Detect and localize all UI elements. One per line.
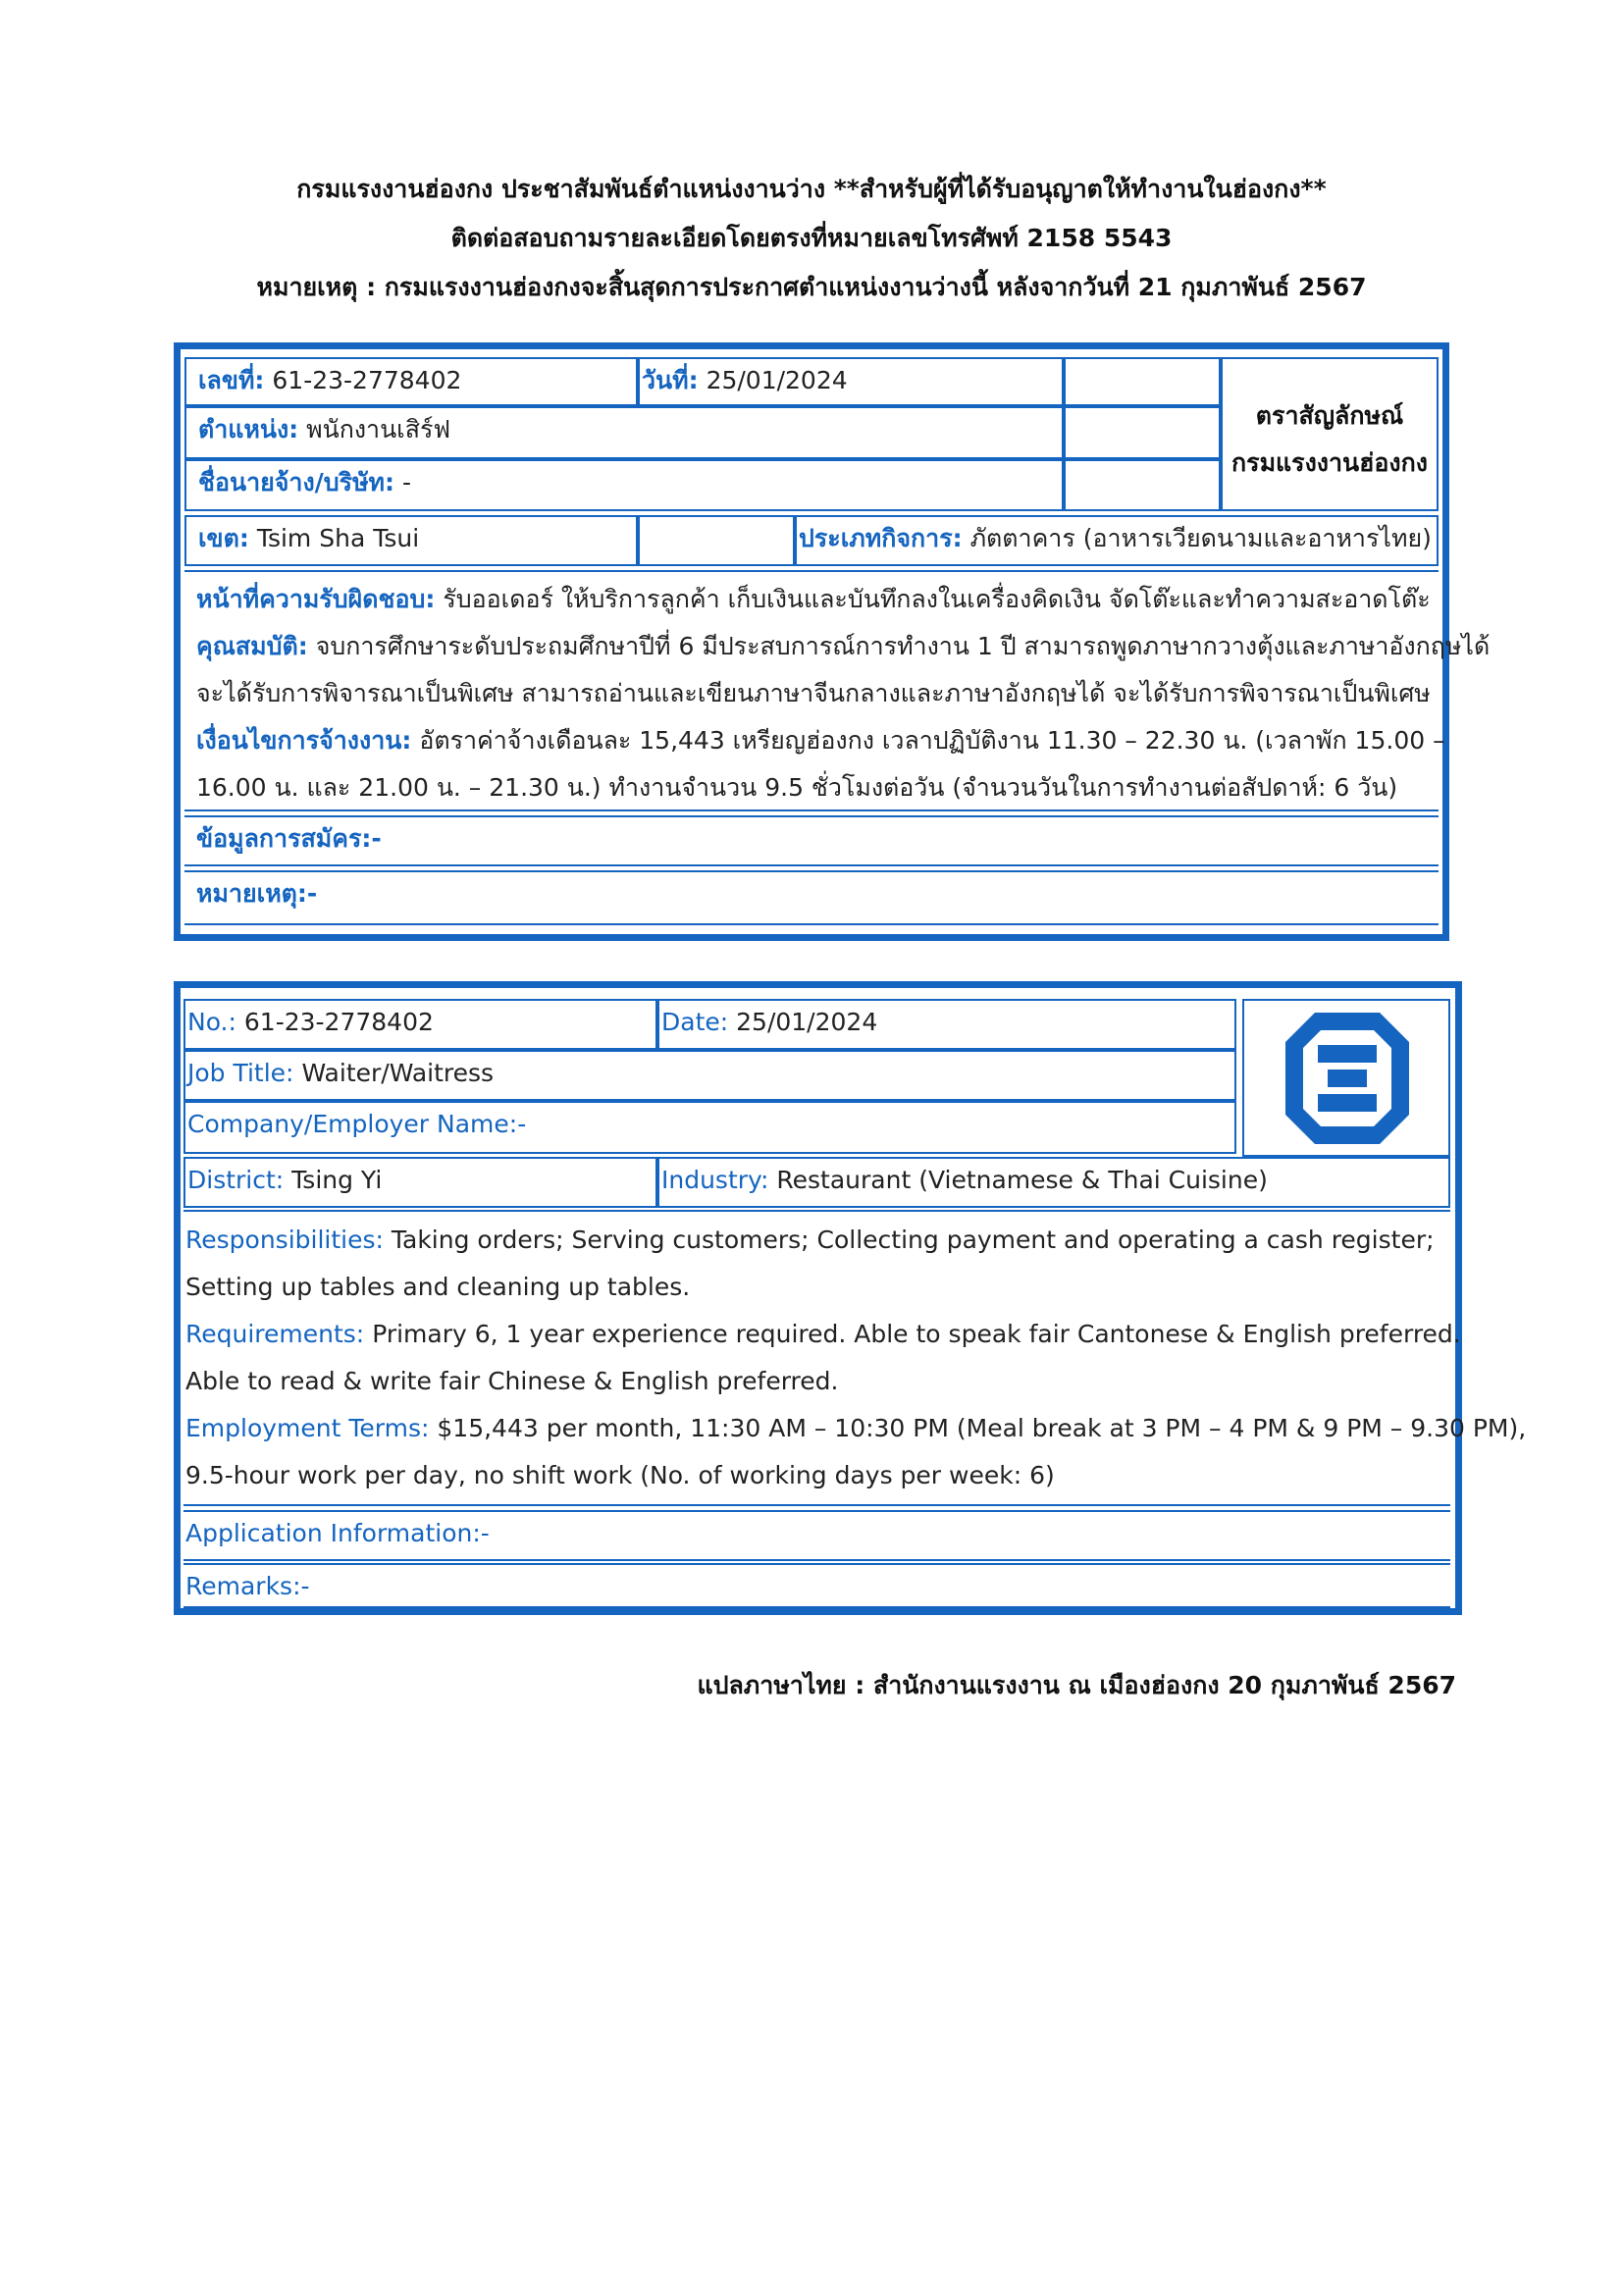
en-remarks-cell bbox=[183, 1563, 1450, 1608]
thai-industry-value: ภัตตาคาร (อาหารเวียดนามและอาหารไทย) bbox=[969, 524, 1432, 552]
labour-department-logo-icon bbox=[1244, 1001, 1450, 1155]
en-no-cell bbox=[183, 999, 657, 1050]
en-no-value: 61-23-2778402 bbox=[243, 1008, 434, 1036]
thai-district-cell bbox=[184, 515, 638, 566]
thai-no-value: 61-23-2778402 bbox=[272, 366, 462, 394]
en-resp-value-1: Taking orders; Serving customers; Collecting payment and operating a cash register; bbox=[391, 1226, 1435, 1254]
en-company-cell bbox=[183, 1101, 1236, 1154]
thai-blank-cell-4 bbox=[638, 515, 795, 566]
thai-details-block bbox=[184, 570, 1491, 811]
en-requirements-cont bbox=[185, 1358, 1444, 1405]
en-district-value: Tsing Yi bbox=[291, 1166, 383, 1194]
thai-req-value-2: จะได้รับการพิจารณาเป็นพิเศษ สามารถอ่านและเขียนภาษาจีนกลางและภาษาอังกฤษได้ จะได้รับการพิจารณาเป็นพิเศษ bbox=[196, 679, 1431, 707]
en-req-value-1: Primary 6, 1 year experience required. Able to speak fair Cantonese & English preferred. bbox=[372, 1320, 1461, 1348]
en-remarks-label: Remarks:- bbox=[185, 1572, 310, 1600]
en-resp-value-2: Setting up tables and cleaning up tables. bbox=[185, 1273, 691, 1301]
en-district-cell bbox=[183, 1157, 657, 1208]
thai-employer-cell bbox=[184, 459, 1064, 511]
thai-resp-value: รับออเดอร์ ให้บริการลูกค้า เก็บเงินและบันทึกลงในเครื่องคิดเงิน จัดโต๊ะและทำความสะอาดโต๊ะ bbox=[443, 585, 1431, 613]
thai-date-cell bbox=[638, 357, 1064, 406]
thai-remarks-cell bbox=[184, 870, 1439, 925]
thai-terms bbox=[196, 717, 1445, 764]
en-date-label: Date: bbox=[661, 1008, 729, 1036]
thai-seal-text bbox=[1221, 392, 1439, 487]
thai-terms-label: เงื่อนไขการจ้างงาน: bbox=[196, 726, 412, 755]
en-no-label: No.: bbox=[187, 1008, 236, 1036]
thai-district-value: Tsim Sha Tsui bbox=[256, 524, 420, 552]
thai-industry-cell bbox=[795, 515, 1439, 566]
thai-job-box bbox=[174, 342, 1491, 941]
thai-position-label: ตำแหน่ง: bbox=[198, 415, 299, 444]
thai-terms-value-1: อัตราค่าจ้างเดือนละ 15,443 เหรียญฮ่องกง เวลาปฏิบัติงาน 11.30 – 22.30 น. (เวลาพัก 15.00 – bbox=[419, 726, 1445, 755]
thai-application-cell bbox=[184, 815, 1439, 866]
thai-employer-label: ชื่อนายจ้าง/บริษัท: bbox=[198, 468, 395, 496]
en-title-label: Job Title: bbox=[187, 1059, 294, 1087]
en-terms-cont bbox=[185, 1452, 1444, 1499]
thai-terms-value-2: 16.00 น. และ 21.00 น. – 21.30 น.) ทำงานจำนวน 9.5 ชั่วโมงต่อวัน (จำนวนวันในการทำงานต่อสัปดาห์: 6 วัน) bbox=[196, 773, 1398, 802]
thai-blank-cell-2 bbox=[1064, 406, 1221, 459]
thai-employer-value: - bbox=[402, 468, 412, 496]
en-requirements bbox=[185, 1311, 1461, 1358]
en-date-value: 25/01/2024 bbox=[736, 1008, 878, 1036]
en-date-cell bbox=[657, 999, 1236, 1050]
en-title-value: Waiter/Waitress bbox=[301, 1059, 495, 1087]
thai-date-label: วันที่: bbox=[642, 366, 699, 394]
header-line-2: ติดต่อสอบถามรายละเอียดโดยตรงที่หมายเลขโทรศัพท์ 2158 5543 bbox=[450, 224, 1173, 252]
thai-position-cell bbox=[184, 406, 1064, 459]
en-terms-label: Employment Terms: bbox=[185, 1414, 430, 1442]
thai-terms-cont bbox=[196, 764, 1433, 811]
en-industry-value: Restaurant (Vietnamese & Thai Cuisine) bbox=[776, 1166, 1268, 1194]
en-terms-value-2: 9.5-hour work per day, no shift work (No. of working days per week: 6) bbox=[185, 1461, 1055, 1489]
en-req-label: Requirements: bbox=[185, 1320, 365, 1348]
thai-date-value: 25/01/2024 bbox=[706, 366, 848, 394]
en-req-value-2: Able to read & write fair Chinese & English preferred. bbox=[185, 1367, 839, 1395]
en-terms-value-1: $15,443 per month, 11:30 AM – 10:30 PM (Meal break at 3 PM – 4 PM & 9 PM – 9.30 PM), bbox=[437, 1414, 1527, 1442]
thai-responsibilities bbox=[196, 576, 1433, 623]
thai-apply-label: ข้อมูลการสมัคร:- bbox=[196, 824, 382, 853]
en-application-cell bbox=[183, 1510, 1450, 1561]
thai-req-value-1: จบการศึกษาระดับประถมศึกษาปีที่ 6 มีประสบการณ์การทำงาน 1 ปี สามารถพูดภาษากวางตุ้งและภาษาอังกฤษได้ bbox=[315, 632, 1491, 660]
thai-blank-cell-1 bbox=[1064, 357, 1221, 406]
thai-district-label: เขต: bbox=[198, 524, 249, 552]
thai-requirements bbox=[196, 623, 1491, 670]
en-company-label: Company/Employer Name:- bbox=[187, 1110, 527, 1138]
thai-seal-line-1: ตราสัญลักษณ์ bbox=[1255, 401, 1404, 430]
english-job-box bbox=[174, 981, 1527, 1615]
en-industry-cell bbox=[657, 1157, 1450, 1208]
en-details-block bbox=[183, 1210, 1527, 1506]
en-apply-label: Application Information:- bbox=[185, 1519, 490, 1547]
thai-remarks-label: หมายเหตุ:- bbox=[196, 879, 318, 908]
thai-seal-line-2: กรมแรงงานฮ่องกง bbox=[1231, 448, 1428, 477]
thai-no-cell bbox=[184, 357, 638, 406]
notice-header bbox=[0, 165, 1623, 312]
en-terms bbox=[185, 1405, 1527, 1452]
thai-no-label: เลขที่: bbox=[198, 366, 265, 394]
thai-position-value: พนักงานเสิร์ฟ bbox=[306, 415, 451, 444]
en-logo-cell bbox=[1242, 999, 1450, 1157]
thai-resp-label: หน้าที่ความรับผิดชอบ: bbox=[196, 585, 436, 613]
thai-requirements-cont bbox=[196, 670, 1433, 717]
en-responsibilities-cont bbox=[185, 1264, 1444, 1311]
header-line-3: หมายเหตุ : กรมแรงงานฮ่องกงจะสิ้นสุดการประกาศตำแหน่งงานว่างนี้ หลังจากวันที่ 21 กุมภาพันธ์ 2567 bbox=[256, 273, 1367, 301]
thai-req-label: คุณสมบัติ: bbox=[196, 632, 308, 660]
en-resp-label: Responsibilities: bbox=[185, 1226, 384, 1254]
thai-industry-label: ประเภทกิจการ: bbox=[799, 524, 963, 552]
translation-footer: แปลภาษาไทย : สำนักงานแรงงาน ณ เมืองฮ่องกง 20 กุมภาพันธ์ 2567 bbox=[697, 1671, 1456, 1699]
header-line-1: กรมแรงงานฮ่องกง ประชาสัมพันธ์ตำแหน่งงานว่าง **สำหรับผู้ที่ได้รับอนุญาตให้ทำงานในฮ่องกง** bbox=[296, 175, 1327, 203]
en-title-cell bbox=[183, 1050, 1236, 1101]
thai-blank-cell-3 bbox=[1064, 459, 1221, 511]
en-industry-label: Industry: bbox=[661, 1166, 769, 1194]
en-responsibilities bbox=[185, 1217, 1444, 1264]
en-district-label: District: bbox=[187, 1166, 285, 1194]
